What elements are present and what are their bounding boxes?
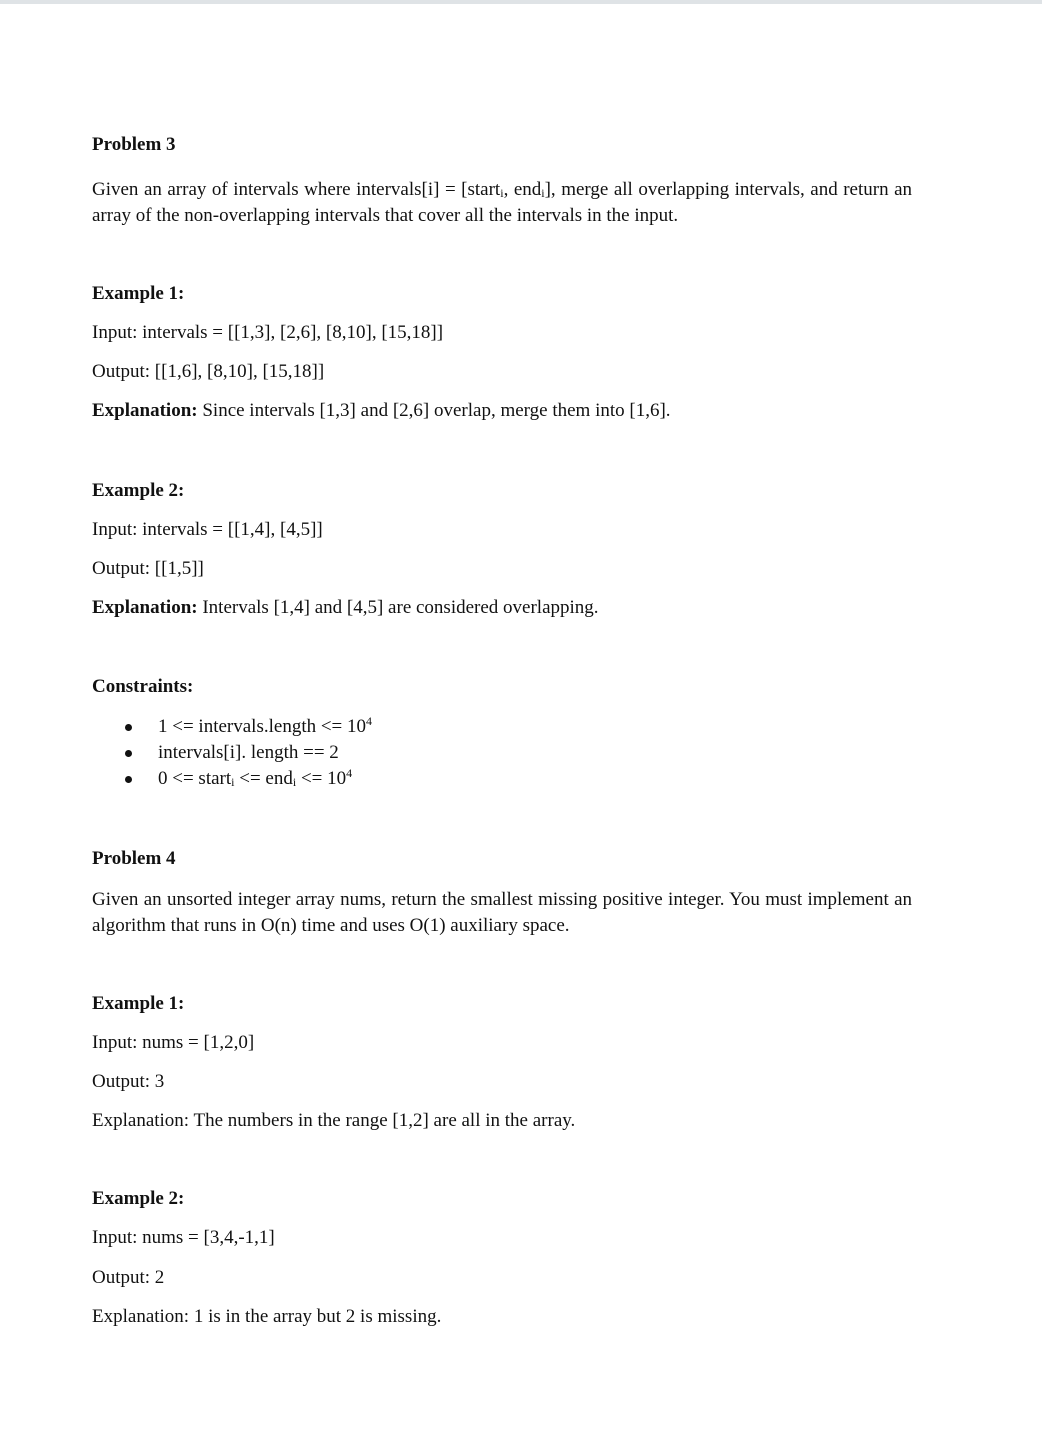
bullet-icon <box>125 750 132 757</box>
problem4-example2-input: Input: nums = [3,4,-1,1] <box>92 1227 275 1248</box>
problem3-example2-output: Output: [[1,5]] <box>92 558 204 579</box>
problem4-example1-output: Output: 3 <box>92 1071 165 1092</box>
problem4-description: Given an unsorted integer array nums, return the smallest missing positive integer. You must implement an algorithm that runs in O(n) time and uses O(1) auxiliary space. <box>92 889 912 936</box>
problem4-example2-explanation: Explanation: 1 is in the array but 2 is missing. <box>92 1306 442 1327</box>
problem4-example2-output: Output: 2 <box>92 1267 165 1288</box>
problem3-example2-explanation: Explanation: Intervals [1,4] and [4,5] are considered overlapping. <box>92 597 599 618</box>
bullet-icon <box>125 776 132 783</box>
problem3-example1-output: Output: [[1,6], [8,10], [15,18]] <box>92 361 325 382</box>
problem3-example1-title: Example 1: <box>92 283 185 304</box>
problem4-example1-input: Input: nums = [1,2,0] <box>92 1032 255 1053</box>
problem3-constraints-title: Constraints: <box>92 676 194 697</box>
problem4-example1-explanation: Explanation: The numbers in the range [1,2] are all in the array. <box>92 1110 576 1131</box>
problem3-example2-title: Example 2: <box>92 480 185 501</box>
problem3-title: Problem 3 <box>92 134 176 155</box>
bullet-icon <box>125 724 132 731</box>
problem3-example1-input: Input: intervals = [[1,3], [2,6], [8,10], [15,18]] <box>92 322 444 343</box>
problem4-example2-title: Example 2: <box>92 1188 185 1209</box>
top-edge-strip <box>0 0 1042 4</box>
problem4-example1-title: Example 1: <box>92 993 185 1014</box>
problem4-title: Problem 4 <box>92 848 176 869</box>
problem3-example2-input: Input: intervals = [[1,4], [4,5]] <box>92 519 323 540</box>
problem3-example1-explanation: Explanation: Since intervals [1,3] and [2,6] overlap, merge them into [1,6]. <box>92 400 671 421</box>
problem3-description: Given an array of intervals where intervals[i] = [start$_i$, end$_i$], merge all overlapping intervals, and return an array of the non-overlapping intervals that cover all the intervals in the input. <box>92 179 913 226</box>
